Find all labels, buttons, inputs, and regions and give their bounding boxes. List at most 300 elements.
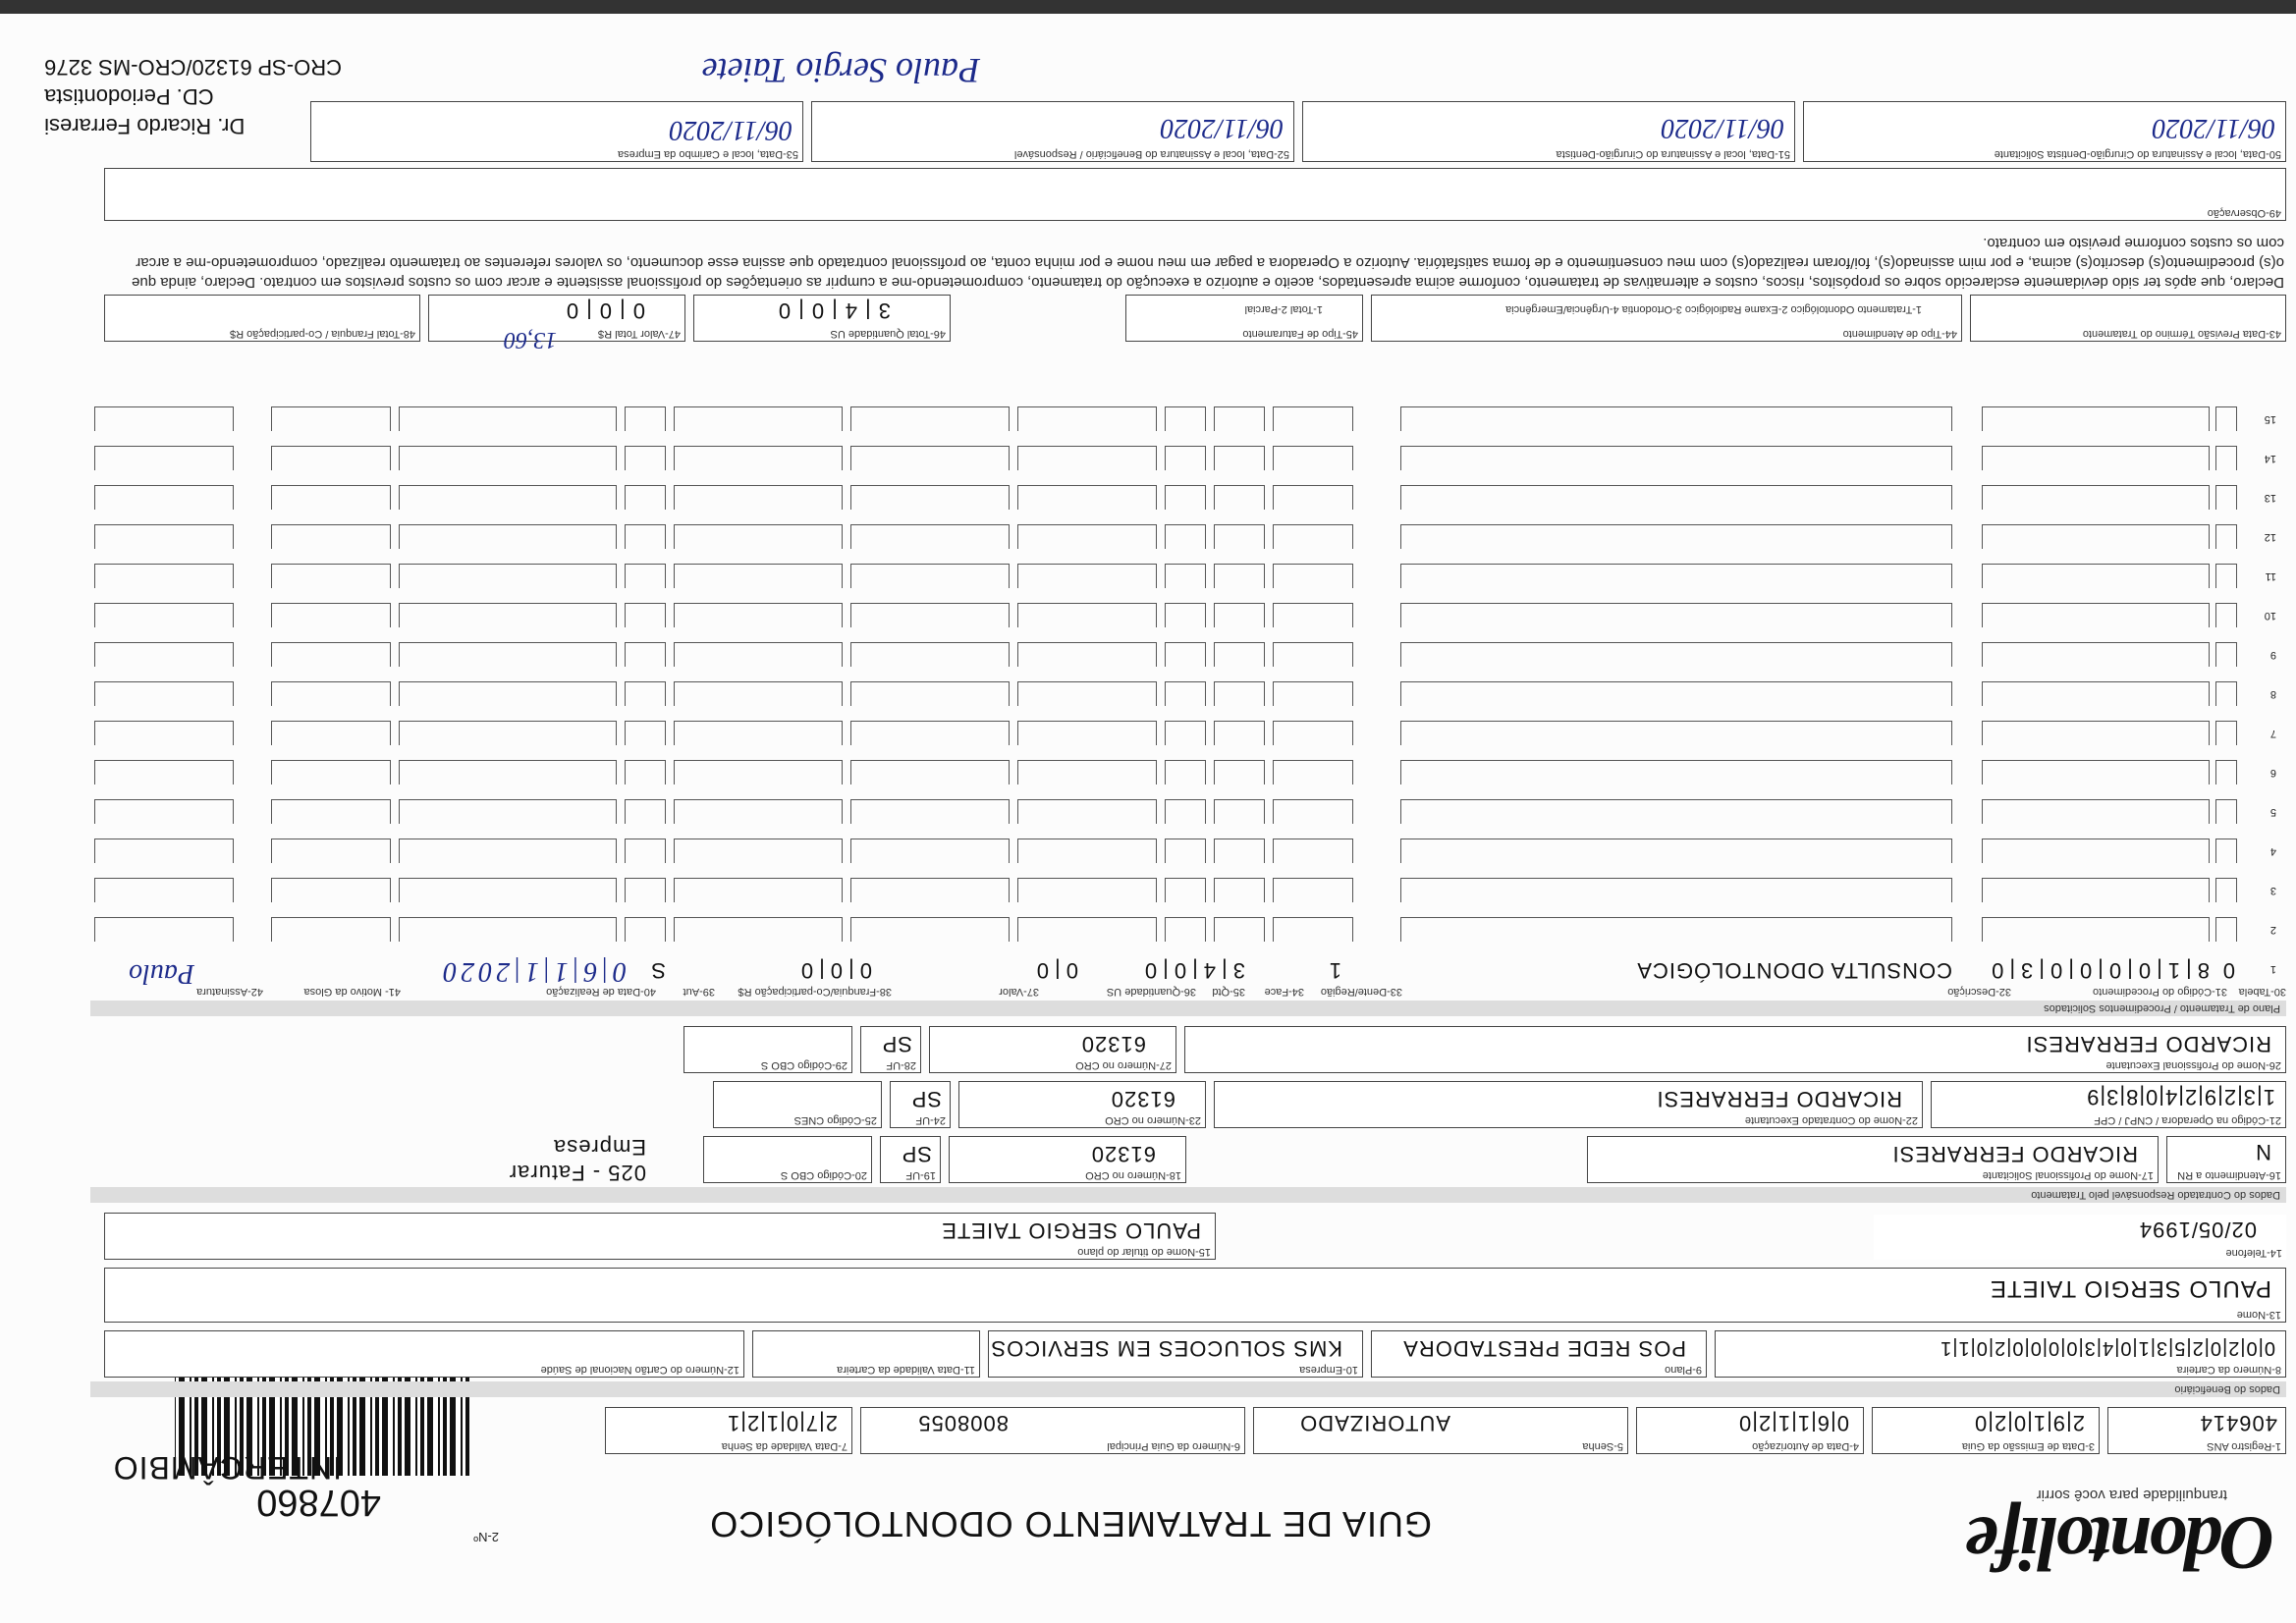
uf2-value: SP [910,1087,942,1111]
procedure-cell[interactable] [94,485,234,510]
procedure-cell[interactable] [1017,760,1157,784]
procedure-row[interactable] [96,796,2276,824]
procedure-cell[interactable] [399,760,617,784]
uf3-box[interactable]: 28-UF SP [860,1026,921,1073]
row-number: 15 [2264,413,2276,425]
procedure-cell[interactable] [1214,760,1265,784]
exchange-label: INTERCÂMBIO [112,1450,342,1486]
cbo-box[interactable]: 20-Código CBO S [703,1136,872,1183]
procedure-header: 38-Franquia/Co-participação R$ [738,986,892,998]
auth-date-box[interactable]: 4-Data de Autorização 0|6|1|1|2|0 [1636,1407,1864,1454]
procedure-cell[interactable] [94,446,234,470]
procedure-cell[interactable] [1400,681,1952,706]
procedure-cell[interactable] [1400,564,1952,588]
procedure-cell[interactable] [399,603,617,627]
procedure-headers [96,983,2286,999]
procedure-cell[interactable] [2215,564,2237,588]
procedure-cell[interactable] [271,917,391,942]
procedure-cell[interactable] [1400,603,1952,627]
procedure-cell[interactable] [1982,564,2210,588]
procedure-cell[interactable] [1273,878,1353,902]
procedure-cell[interactable] [1982,485,2210,510]
procedure-cell[interactable] [271,524,391,549]
procedure-cell[interactable] [2215,917,2237,942]
procedure-cell[interactable] [674,485,843,510]
procedure-cell[interactable] [1273,524,1353,549]
uf-value: SP [901,1142,932,1166]
value-total-box[interactable]: 47-Valor Total R$ 0|0|0 13,60 [428,295,685,342]
row1-signature: Paulo [129,958,194,989]
procedure-cell[interactable] [1982,642,2210,667]
procedure-cell[interactable] [1017,564,1157,588]
procedure-cell[interactable] [1982,760,2210,784]
procedure-cell[interactable] [1273,446,1353,470]
issue-date-box[interactable]: 3-Data de Emissão da Guia 2|9|1|0|2|0 [1872,1407,2100,1454]
sig51-box[interactable]: 51-Data, local e Assinatura do Cirurgião-Dentista 06/11/2020 [1302,101,1795,162]
procedure-row[interactable] [96,639,2276,667]
procedure-row[interactable] [96,875,2276,902]
procedure-cell[interactable] [1214,799,1265,824]
procedure-cell[interactable] [850,839,1010,863]
responsible-section: Dados do Contratado Responsável pelo Tratamento [90,1187,2286,1203]
procedure-cell[interactable] [2215,839,2237,863]
procedure-row[interactable] [96,521,2276,549]
uf-box[interactable]: 19-UF SP [880,1136,941,1183]
sig52-date: 06/11/2020 [1160,113,1284,143]
procedure-row[interactable] [96,561,2276,588]
procedure-cell[interactable] [2215,878,2237,902]
odontolife-logo: Odontolife [1967,1501,2274,1587]
procedure-cell[interactable] [271,485,391,510]
row-number: 8 [2269,688,2276,700]
procedure-cell[interactable] [1165,603,1206,627]
value-total-value: 0|0|0 [558,298,645,323]
procedure-cell[interactable] [399,839,617,863]
procedure-cell[interactable] [1273,839,1353,863]
procedure-cell[interactable] [399,524,617,549]
procedure-cell[interactable] [1982,878,2210,902]
procedure-cell[interactable] [1165,564,1206,588]
procedure-cell[interactable] [1017,485,1157,510]
procedure-cell[interactable] [94,878,234,902]
procedure-cell[interactable] [271,878,391,902]
procedure-cell[interactable] [1165,760,1206,784]
beneficiary-signature: Paulo Sergio Taiete [701,51,980,90]
procedure-cell[interactable] [399,406,617,431]
executor-value: RICARDO FERRARESI [1656,1087,1902,1111]
form-title: GUIA DE TRATAMENTO ODONTOLÓGICO [709,1504,1432,1544]
procedure-cell[interactable] [1214,681,1265,706]
procedure-cell[interactable] [1982,524,2210,549]
billing-note: 025 - Faturar Empresa [508,1135,646,1185]
uf3-value: SP [881,1032,912,1056]
procedure-cell[interactable] [1982,446,2210,470]
procedure-cell[interactable] [2215,485,2237,510]
requesting-prof-box[interactable]: 17-Nome do Profissional Solicitante RICARDO FERRARESI [1587,1136,2159,1183]
procedure-cell[interactable] [271,839,391,863]
procedure-cell[interactable] [674,642,843,667]
procedure-cell[interactable] [1400,760,1952,784]
procedure-row[interactable] [96,757,2276,784]
procedure-cell[interactable] [625,406,666,431]
observation-box[interactable]: 49-Observação [104,168,2286,221]
procedure-cell[interactable] [1273,799,1353,824]
procedure-cell[interactable] [94,917,234,942]
procedure-cell[interactable] [94,681,234,706]
procedure-cell[interactable] [399,917,617,942]
name-box[interactable]: 13-Nome PAULO SERGIO TAIETE [104,1268,2286,1323]
procedure-cell[interactable] [94,406,234,431]
requesting-prof-value: RICARDO FERRARESI [1891,1142,2138,1166]
procedure-cell[interactable] [1273,721,1353,745]
procedure-row-1[interactable]: 1 0 8|1|0|0|0|0|3|0 CONSULTA ODONTOLÓGICA 1 3|4|0|0 0|0 0|0|0 S 0|6|1|1|2020 Paulo [129,956,2276,989]
phone-value: 02/05/1994 [2138,1217,2257,1242]
procedure-cell[interactable] [1400,917,1952,942]
procedure-cell[interactable] [850,642,1010,667]
procedure-cell[interactable] [271,799,391,824]
rn-value: N [2255,1140,2271,1164]
procedure-cell[interactable] [1400,721,1952,745]
row-number: 12 [2264,531,2276,543]
procedure-cell[interactable] [2215,642,2237,667]
procedure-cell[interactable] [1982,406,2210,431]
procedure-row[interactable] [96,443,2276,470]
procedure-cell[interactable] [94,564,234,588]
procedure-cell[interactable] [1273,917,1353,942]
company-box[interactable]: 10-Empresa KMS SOLUCOES EM SERVICOS [988,1330,1363,1378]
ans-box[interactable]: 1-Registro ANS 406414 [2107,1407,2286,1454]
procedure-cell[interactable] [1982,721,2210,745]
cbo3-box[interactable]: 29-Código CBO S [683,1026,852,1073]
procedure-cell[interactable] [674,603,843,627]
procedure-cell[interactable] [94,603,234,627]
procedure-row[interactable] [96,914,2276,942]
procedure-cell[interactable] [1982,681,2210,706]
cro3-box[interactable]: 27-Número no CRO 61320 [929,1026,1176,1073]
procedure-cell[interactable] [1273,642,1353,667]
procedure-header: 31-Código do Procedimento [2093,986,2227,998]
row-number: 6 [2269,767,2276,779]
procedure-cell[interactable] [674,446,843,470]
procedure-cell[interactable] [2215,760,2237,784]
row1-aut: S [650,958,666,983]
operator-code-value: 1|3|2|9|2|4|0|8|3|9 [2086,1085,2275,1109]
password-valid-value: 2|7|0|1|2|1 [727,1411,838,1435]
company-value: KMS SOLUCOES EM SERVICOS [990,1336,1342,1361]
procedure-cell[interactable] [625,603,666,627]
procedure-cell[interactable] [1400,799,1952,824]
procedure-cell[interactable] [271,603,391,627]
procedure-cell[interactable] [399,721,617,745]
procedure-cell[interactable] [1017,681,1157,706]
row-number: 5 [2269,806,2276,818]
cro-box[interactable]: 18-Número no CRO 61320 [949,1136,1186,1183]
procedure-cell[interactable] [1165,485,1206,510]
procedure-cell[interactable] [271,446,391,470]
procedure-cell[interactable] [1017,878,1157,902]
row-number: 14 [2264,453,2276,464]
procedure-cell[interactable] [1017,406,1157,431]
procedure-cell[interactable] [850,799,1010,824]
procedure-cell[interactable] [1165,681,1206,706]
procedure-cell[interactable] [399,564,617,588]
procedure-cell[interactable] [2215,524,2237,549]
procedure-header: 35-Qtd [1212,986,1245,998]
procedure-cell[interactable] [1017,721,1157,745]
password-valid-box[interactable]: 7-Data Validade da Senha 2|7|0|1|2|1 [605,1407,852,1454]
procedure-cell[interactable] [1214,721,1265,745]
password-value: AUTORIZADO [1299,1411,1450,1435]
procedure-cell[interactable] [2215,799,2237,824]
procedure-header: 41- Motivo da Glosa [303,986,401,998]
row-number: 9 [2269,649,2276,661]
procedure-cell[interactable] [1214,839,1265,863]
procedure-cell[interactable] [399,642,617,667]
row-number: 7 [2269,728,2276,739]
procedure-cell[interactable] [1400,524,1952,549]
procedure-cell[interactable] [1400,878,1952,902]
plan-box[interactable]: 9-Plano POS REDE PRESTADORA [1371,1330,1707,1378]
procedure-cell[interactable] [1273,760,1353,784]
procedure-cell[interactable] [1273,564,1353,588]
procedure-cell[interactable] [625,721,666,745]
card-number-value: 0|0|2|0|2|5|3|1|0|4|3|0|0|0|0|2|0|1|1 [1940,1337,2275,1359]
procedure-row[interactable] [96,836,2276,863]
dentist-stamp: Dr. Ricardo Ferraresi CD. Periodontista CRO-SP 61320/CRO-MS 3276 [44,55,342,138]
procedure-cell[interactable] [1165,878,1206,902]
sig52-box[interactable]: 52-Data, local e Assinatura do Beneficiário / Responsável 06/11/2020 [811,101,1294,162]
procedure-row[interactable] [96,600,2276,627]
procedure-cell[interactable] [1400,642,1952,667]
procedure-cell[interactable] [850,524,1010,549]
procedure-cell[interactable] [2215,406,2237,431]
procedure-cell[interactable] [625,878,666,902]
attendance-type-box[interactable]: 44-Tipo de Atendimento 1-Tratamento Odontológico 2-Exame Radiológico 3-Ortodontia 4-Urgência/Emergência [1371,295,1962,342]
procedure-cell[interactable] [2215,681,2237,706]
card-valid-box[interactable]: 11-Data Validade da Carteira [752,1330,980,1378]
procedure-cell[interactable] [1214,406,1265,431]
procedure-row[interactable] [96,718,2276,745]
sig50-box[interactable]: 50-Data, local e Assinatura do Cirurgião-Dentista Solicitante 06/11/2020 [1803,101,2286,162]
procedure-cell[interactable] [271,721,391,745]
procedure-cell[interactable] [271,681,391,706]
procedure-cell[interactable] [625,681,666,706]
main-guide-value: 8008055 [917,1411,1009,1435]
procedure-cell[interactable] [625,642,666,667]
procedure-cell[interactable] [674,524,843,549]
procedure-cell[interactable] [1273,681,1353,706]
procedure-cell[interactable] [850,446,1010,470]
procedure-cell[interactable] [399,485,617,510]
procedure-cell[interactable] [1214,564,1265,588]
procedure-cell[interactable] [271,564,391,588]
procedure-cell[interactable] [674,878,843,902]
procedure-cell[interactable] [399,799,617,824]
procedure-cell[interactable] [1400,446,1952,470]
procedure-cell[interactable] [94,524,234,549]
procedure-cell[interactable] [1400,485,1952,510]
us-total-value: 3|4|0|0 [770,298,891,323]
procedure-cell[interactable] [674,799,843,824]
procedure-cell[interactable] [94,760,234,784]
row1-qty: 1 [1328,958,1341,983]
rn-box[interactable]: 16-Atendimento a RN N [2166,1136,2286,1183]
procedure-cell[interactable] [1982,917,2210,942]
auth-date-value: 0|6|1|1|2|0 [1738,1411,1849,1435]
card-number-box[interactable]: 8-Número da Carteira 0|0|2|0|2|5|3|1|0|4|3|0|0|0|0|2|0|1|1 [1715,1330,2286,1378]
procedure-cell[interactable] [850,917,1010,942]
executor-box[interactable]: 22-Nome do Contratado Executante RICARDO FERRARESI [1214,1081,1923,1128]
sig51-date: 06/11/2020 [1661,113,1784,143]
cnes-box[interactable]: 25-Código CNES [713,1081,882,1128]
procedure-cell[interactable] [1400,406,1952,431]
procedure-cell[interactable] [674,721,843,745]
procedure-cell[interactable] [1017,524,1157,549]
procedure-cell[interactable] [674,917,843,942]
procedure-header: 33-Dente/Região [1320,986,1402,998]
procedure-cell[interactable] [94,839,234,863]
billing-type-box[interactable]: 45-Tipo de Faturamento 1-Total 2-Parcial [1125,295,1363,342]
procedure-cell[interactable] [1214,446,1265,470]
procedure-header: 30-Tabela [2238,986,2286,998]
procedure-cell[interactable] [94,642,234,667]
procedure-cell[interactable] [1214,524,1265,549]
procedure-cell[interactable] [850,760,1010,784]
procedure-cell[interactable] [1017,446,1157,470]
password-box[interactable]: 5-Senha AUTORIZADO [1253,1407,1628,1454]
procedure-cell[interactable] [1273,603,1353,627]
procedure-cell[interactable] [1400,839,1952,863]
row-number: 10 [2264,610,2276,622]
procedure-cell[interactable] [850,878,1010,902]
procedure-cell[interactable] [674,681,843,706]
exec-prof-box[interactable]: 26-Nome do Profissional Executante RICARDO FERRARESI [1184,1026,2286,1073]
procedure-cell[interactable] [1214,642,1265,667]
row1-value: 0|0 [1030,958,1078,983]
procedure-cell[interactable] [850,406,1010,431]
procedure-cell[interactable] [2215,603,2237,627]
procedure-header: 37-Valor [999,986,1039,998]
us-total-box[interactable]: 46-Total Quantidade US 3|4|0|0 [693,295,951,342]
procedure-cell[interactable] [1165,406,1206,431]
procedure-cell[interactable] [850,681,1010,706]
procedure-header: 34-Face [1264,986,1304,998]
procedure-cell[interactable] [1214,917,1265,942]
procedure-cell[interactable] [674,564,843,588]
sig53-box[interactable]: 53-Data, local e Carimbo da Empresa 06/11/2020 [310,101,803,162]
procedure-header: 42-Assinatura [196,986,263,998]
procedure-cell[interactable] [399,446,617,470]
procedure-cell[interactable] [1214,878,1265,902]
sus-card-box[interactable]: 12-Número do Cartão Nacional de Saúde [104,1330,744,1378]
procedure-cell[interactable] [2215,721,2237,745]
procedure-cell[interactable] [1165,839,1206,863]
procedure-cell[interactable] [625,485,666,510]
row1-code: 8|1|0|0|0|0|3|0 [1986,958,2210,983]
procedure-cell[interactable] [271,406,391,431]
procedure-cell[interactable] [1982,799,2210,824]
procedure-cell[interactable] [1982,839,2210,863]
procedure-cell[interactable] [1017,799,1157,824]
procedure-cell[interactable] [399,681,617,706]
procedure-cell[interactable] [2215,446,2237,470]
row1-description: CONSULTA ODONTOLÓGICA [1636,958,1952,983]
procedure-header: 39-Aut [683,986,715,998]
procedure-cell[interactable] [625,917,666,942]
row1-us: 3|4|0|0 [1138,958,1245,983]
phone-box[interactable]: 14-Telefone 02/05/1994 [1874,1215,2286,1260]
beneficiary-section: Dados do Beneficiário [90,1381,2286,1397]
row-number: 3 [2269,885,2276,896]
procedure-cell[interactable] [625,564,666,588]
holder-box[interactable]: 15-Nome do titular do plano PAULO SERGIO TAIETE [104,1213,1216,1260]
scan-edge-bar [0,0,2296,14]
procedure-cell[interactable] [1165,721,1206,745]
row-number: 11 [2265,570,2276,582]
procedure-cell[interactable] [674,406,843,431]
procedure-row[interactable] [96,678,2276,706]
procedure-cell[interactable] [625,524,666,549]
procedure-cell[interactable] [399,878,617,902]
procedure-cell[interactable] [1982,603,2210,627]
procedure-cell[interactable] [1214,603,1265,627]
cro2-box[interactable]: 23-Número no CRO 61320 [958,1081,1206,1128]
procedure-cell[interactable] [625,839,666,863]
procedure-cell[interactable] [1017,642,1157,667]
procedure-cell[interactable] [1273,485,1353,510]
row-number: 2 [2269,924,2276,936]
operator-code-box[interactable]: 21-Código na Operadora / CNPJ / CPF 1|3|2|9|2|4|0|8|3|9 [1931,1081,2286,1128]
procedure-cell[interactable] [1165,799,1206,824]
procedure-cell[interactable] [625,760,666,784]
guide-number: 407860 [256,1482,381,1523]
procedure-cell[interactable] [1273,406,1353,431]
procedure-cell[interactable] [1165,917,1206,942]
procedure-cell[interactable] [1017,603,1157,627]
logo-tagline: tranquilidade para você sorrir [2036,1487,2227,1503]
procedure-cell[interactable] [1165,446,1206,470]
procedure-cell[interactable] [850,564,1010,588]
cro3-value: 61320 [1080,1032,1146,1056]
procedure-cell[interactable] [1165,642,1206,667]
procedure-cell[interactable] [850,603,1010,627]
copay-total-box[interactable]: 48-Total Franquia / Co-participação R$ [104,295,420,342]
procedure-cell[interactable] [625,446,666,470]
procedure-cell[interactable] [271,760,391,784]
forecast-box[interactable]: 43-Data Previsão Término do Tratamento [1970,295,2286,342]
ans-value: 406414 [2199,1411,2277,1435]
procedure-cell[interactable] [625,799,666,824]
procedure-cell[interactable] [1017,917,1157,942]
procedure-cell[interactable] [850,485,1010,510]
procedure-cell[interactable] [1017,839,1157,863]
procedure-cell[interactable] [94,721,234,745]
procedure-cell[interactable] [1165,524,1206,549]
row1-copay: 0|0|0 [794,958,872,983]
uf2-box[interactable]: 24-UF SP [890,1081,951,1128]
main-guide-box[interactable]: 6-Número da Guia Principal 8008055 [860,1407,1245,1454]
procedure-cell[interactable] [1214,485,1265,510]
procedure-cell[interactable] [94,799,234,824]
procedure-cell[interactable] [850,721,1010,745]
procedure-row[interactable] [96,482,2276,510]
procedure-cell[interactable] [674,760,843,784]
procedure-cell[interactable] [674,839,843,863]
procedure-row[interactable] [96,404,2276,431]
exec-prof-value: RICARDO FERRARESI [2025,1032,2271,1056]
procedure-cell[interactable] [271,642,391,667]
sig50-date: 06/11/2020 [2152,113,2275,143]
